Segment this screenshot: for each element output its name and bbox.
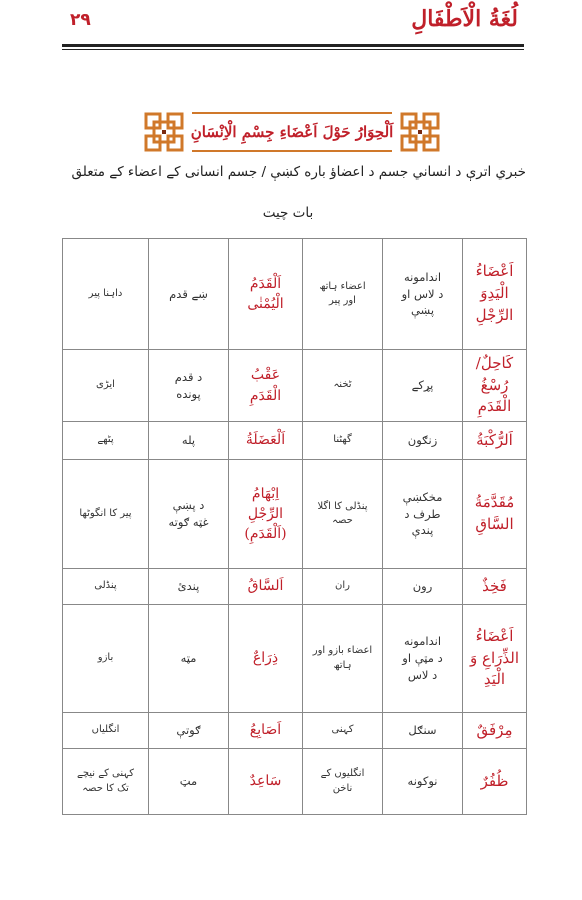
- table-row: [63, 605, 527, 713]
- urdu-word-cell: پٹھے: [63, 422, 149, 460]
- pashto-word-cell: د پښې غټه ګوته: [149, 460, 229, 569]
- arabic-word-cell: ذِرَاعٌ: [229, 605, 303, 713]
- arabic-word-cell: مِرْفَقٌ: [463, 713, 527, 749]
- arabic-word-cell: اَلسَّاقُ: [229, 569, 303, 605]
- pashto-word-cell: د قدم پونده: [149, 350, 229, 422]
- table-row: [63, 713, 527, 749]
- arabic-word-cell: عَقْبُ الْقَدَمِ: [229, 350, 303, 422]
- arabic-word-cell: سَاعِدٌ: [229, 749, 303, 815]
- urdu-word-cell: کہنی کے نیچے تک کا حصہ: [63, 749, 149, 815]
- arabic-word-cell: اَعْضَاءُ الذِّرَاعِ وَ الْيَدِ: [463, 605, 527, 713]
- book-title: لُغَةُ الْاَطْفَالِ: [411, 6, 518, 32]
- urdu-word-cell: اعضاء ہاتھ اور پیر: [303, 239, 383, 350]
- pashto-word-cell: ګوتې: [149, 713, 229, 749]
- urdu-word-cell: ٹخنہ: [303, 350, 383, 422]
- pashto-word-cell: پندئ: [149, 569, 229, 605]
- pashto-word-cell: نوکونه: [383, 749, 463, 815]
- arabic-word-cell: اَلرُّكْبَةُ: [463, 422, 527, 460]
- arabic-word-cell: اَعْضَاءُ الْيَدِوَ الرِّجْلِ: [463, 239, 527, 350]
- vocabulary-table: [62, 238, 527, 815]
- urdu-word-cell: ران: [303, 569, 383, 605]
- table-row: [63, 239, 527, 350]
- table-row: [63, 350, 527, 422]
- pashto-word-cell: ښے قدم: [149, 239, 229, 350]
- arabic-word-cell: ظُفُرٌ: [463, 749, 527, 815]
- section-subtitle: خبري اترې د انساني جسم د اعضاؤ باره کښې / جسم انسانی کے اعضاء کے متعلق: [71, 164, 526, 180]
- urdu-word-cell: اعضاء بازو اور ہاتھ: [303, 605, 383, 713]
- pashto-word-cell: مټه: [149, 605, 229, 713]
- pashto-word-cell: پله: [149, 422, 229, 460]
- arabic-word-cell: كَاحِلٌ/ رُسْغُ الْقَدَمِ: [463, 350, 527, 422]
- urdu-word-cell: پنڈلی: [63, 569, 149, 605]
- arabic-word-cell: اَلْقَدَمُ الْيُمْنٰى: [229, 239, 303, 350]
- urdu-word-cell: پیر کا انگوٹھا: [63, 460, 149, 569]
- urdu-word-cell: داہنا پیر: [63, 239, 149, 350]
- knot-ornament-icon: [142, 110, 186, 154]
- arabic-word-cell: اَلْعَضَلَةُ: [229, 422, 303, 460]
- table-row: [63, 422, 527, 460]
- pashto-word-cell: زنګون: [383, 422, 463, 460]
- arabic-word-cell: اَصَابِعُ: [229, 713, 303, 749]
- section-subtitle-continued: بات چیت: [262, 205, 314, 221]
- header-rule: [62, 44, 524, 47]
- section-title: اَلْحِوَارُ حَوْلَ اَعْضَاءِ جِسْمِ الْاِنْسَانِ: [190, 123, 394, 141]
- urdu-word-cell: انگلیاں: [63, 713, 149, 749]
- table-row: [63, 569, 527, 605]
- table-row: [63, 460, 527, 569]
- title-frame: [192, 112, 392, 152]
- urdu-word-cell: کہنی: [303, 713, 383, 749]
- arabic-word-cell: فَخِذٌ: [463, 569, 527, 605]
- page-header: [62, 6, 522, 42]
- table-row: [63, 749, 527, 815]
- header-rule-thin: [62, 49, 524, 50]
- page-number: ٢٩: [70, 10, 91, 30]
- urdu-word-cell: پنڈلی کا اگلا حصہ: [303, 460, 383, 569]
- urdu-word-cell: ایڑی: [63, 350, 149, 422]
- pashto-word-cell: اندامونه د مټې او د لاس: [383, 605, 463, 713]
- pashto-word-cell: مټ: [149, 749, 229, 815]
- knot-ornament-icon: [398, 110, 442, 154]
- section-title-banner: [142, 108, 442, 156]
- pashto-word-cell: سنګل: [383, 713, 463, 749]
- urdu-word-cell: انگلیوں کے ناخن: [303, 749, 383, 815]
- arabic-word-cell: اِبْهَامُ الرِّجْلِ (اَلْقَدَمِ): [229, 460, 303, 569]
- pashto-word-cell: اندامونه د لاس او پښې: [383, 239, 463, 350]
- pashto-word-cell: مخکښې طرف د پندې: [383, 460, 463, 569]
- pashto-word-cell: رون: [383, 569, 463, 605]
- urdu-word-cell: گھٹنا: [303, 422, 383, 460]
- urdu-word-cell: بازو: [63, 605, 149, 713]
- arabic-word-cell: مُقَدَّمَةُ السَّاقِ: [463, 460, 527, 569]
- pashto-word-cell: پړکے: [383, 350, 463, 422]
